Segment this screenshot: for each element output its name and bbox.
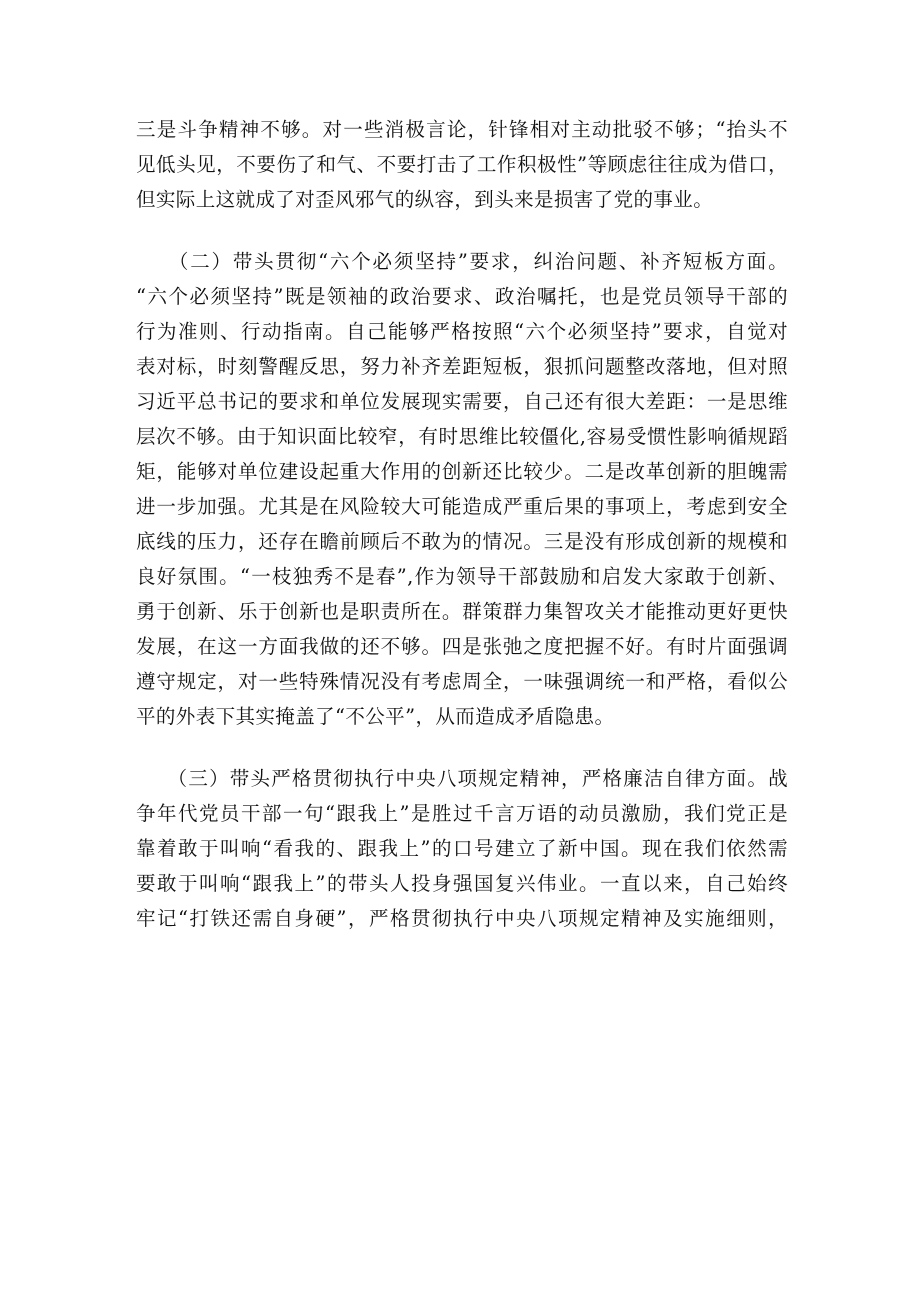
text-line: 表对标，时刻警醒反思，努力补齐差距短板，狠抓问题整改落地，但对照 — [136, 355, 788, 378]
text-line: 平的外表下其实掩盖了“不公平”，从而造成矛盾隐患。 — [136, 705, 615, 728]
text-line: “六个必须坚持”既是领袖的政治要求、政治嘱托，也是党员领导干部的 — [136, 285, 788, 308]
text-line: 发展，在这一方面我做的还不够。四是张弛之度把握不好。有时片面强调 — [136, 635, 788, 658]
text-line: 遵守规定，对一些特殊情况没有考虑周全，一味强调统一和严格，看似公 — [136, 670, 788, 693]
text-line: 三是斗争精神不够。对一些消极言论，针锋相对主动批驳不够；“抬头不 — [136, 118, 788, 141]
paragraph-spacer — [136, 734, 788, 761]
text-line: 但实际上这就成了对歪风邪气的纵容，到头来是损害了党的事业。 — [136, 188, 714, 211]
text-line: 见低头见，不要伤了和气、不要打击了工作积极性”等顾虑往往成为借口， — [136, 153, 788, 176]
text-line: 矩，能够对单位建设起重大作用的创新还比较少。二是改革创新的胆魄需 — [136, 460, 788, 483]
paragraph-eight-rules — [136, 761, 788, 936]
text-line: 靠着敢于叫响“看我的、跟我上”的口号建立了新中国。现在我们依然需 — [136, 837, 788, 860]
text-line: 勇于创新、乐于创新也是职责所在。群策群力集智攻关才能推动更好更快 — [136, 600, 788, 623]
text-line: 底线的压力，还存在瞻前顾后不敢为的情况。三是没有形成创新的规模和 — [136, 530, 788, 553]
text-line: 良好氛围。“一枝独秀不是春”,作为领导干部鼓励和启发大家敢于创新、 — [136, 565, 788, 588]
paragraph-six-musts — [136, 244, 788, 734]
text-line: 层次不够。由于知识面比较窄，有时思维比较僵化,容易受惯性影响循规蹈 — [136, 425, 788, 448]
text-line: 习近平总书记的要求和单位发展现实需要，自己还有很大差距：一是思维 — [136, 390, 788, 413]
text-line: 争年代党员干部一句“跟我上”是胜过千言万语的动员激励，我们党正是 — [136, 802, 788, 825]
document-body — [136, 112, 788, 936]
paragraph-struggle-spirit — [136, 112, 788, 217]
text-line: 牢记“打铁还需自身硬”，严格贯彻执行中央八项规定精神及实施细则， — [136, 907, 788, 930]
section-heading-line: （二）带头贯彻“六个必须坚持”要求，纠治问题、补齐短板方面。 — [136, 250, 788, 273]
text-line: 进一步加强。尤其是在风险较大可能造成严重后果的事项上，考虑到安全 — [136, 495, 788, 518]
text-line: 行为准则、行动指南。自己能够严格按照“六个必须坚持”要求，自觉对 — [136, 320, 788, 343]
section-heading-line: （三）带头严格贯彻执行中央八项规定精神，严格廉洁自律方面。战 — [136, 767, 788, 790]
paragraph-spacer — [136, 217, 788, 244]
text-line: 要敢于叫响“跟我上”的带头人投身强国复兴伟业。一直以来，自己始终 — [136, 872, 788, 895]
